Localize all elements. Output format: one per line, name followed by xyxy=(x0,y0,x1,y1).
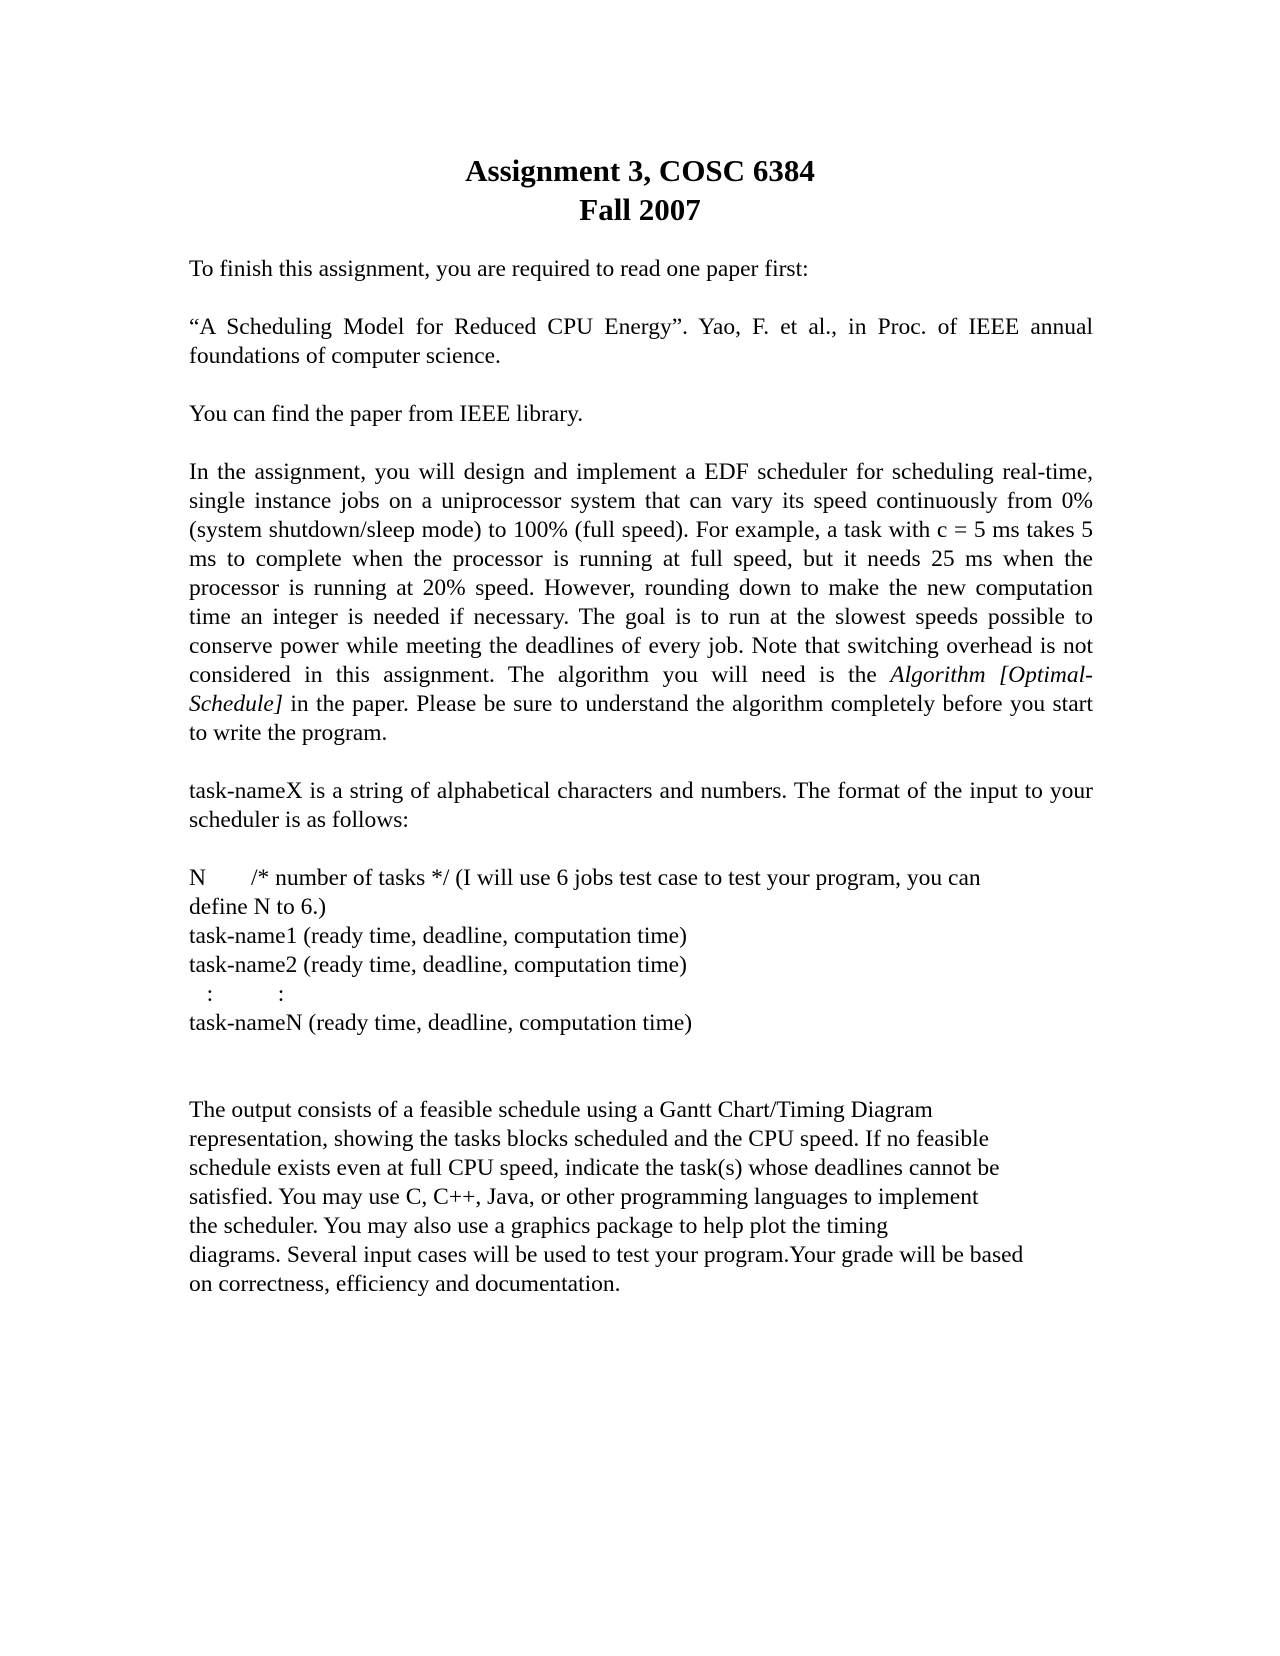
input-format-intro: task-nameX is a string of alphabetical characters and numbers. The format of the input to your scheduler is as follows: xyxy=(189,778,1093,833)
title-line-1: Assignment 3, COSC 6384 xyxy=(465,153,815,188)
output-line: representation, showing the tasks blocks scheduled and the CPU speed. If no feasible xyxy=(189,1126,990,1152)
output-line: on correctness, efficiency and documentation. xyxy=(189,1271,621,1297)
spacer xyxy=(189,1038,1093,1096)
output-paragraph xyxy=(189,1096,1093,1299)
output-line: schedule exists even at full CPU speed, indicate the task(s) whose deadlines cannot be xyxy=(189,1155,1000,1181)
assignment-text-part1: In the assignment, you will design and implement a EDF scheduler for scheduling real-time, single instance jobs on a uniprocessor system that can vary its speed continuously from 0% (system shutdown/sleep mode) to 100% (full speed). For example, a task with c = 5 ms takes 5 ms to complete when the processor is running at full speed, but it needs 25 ms when the processor is running at 20% speed. However, rounding down to make the new computation time an integer is needed if necessary. The goal is to run at the slowest speeds possible to conserve power while meeting the deadlines of every job. Note that switching overhead is not considered in this assignment. The algorithm you will need is the xyxy=(189,459,1093,688)
document-title xyxy=(0,151,1280,229)
output-line: The output consists of a feasible schedule using a Gantt Chart/Timing Diagram xyxy=(189,1097,933,1123)
format-task-line-2: task-name2 (ready time, deadline, computation time) xyxy=(189,952,687,978)
output-line: the scheduler. You may also use a graphics package to help plot the timing xyxy=(189,1213,888,1239)
document-body xyxy=(189,255,1093,1299)
assignment-paragraph xyxy=(189,458,1093,748)
algorithm-name: Algorithm [Optimal-Schedule] xyxy=(189,662,1093,717)
intro-paragraph: To finish this assignment, you are required to read one paper first: xyxy=(189,256,809,282)
output-line: satisfied. You may use C, C++, Java, or other programming languages to implement xyxy=(189,1184,979,1210)
reference-paragraph: “A Scheduling Model for Reduced CPU Energy”. Yao, F. et al., in Proc. of IEEE annual foundations of computer science. xyxy=(189,314,1093,369)
title-line-2: Fall 2007 xyxy=(579,192,701,227)
library-note-paragraph: You can find the paper from IEEE library. xyxy=(189,401,584,427)
format-n-comment-continued: define N to 6.) xyxy=(189,894,327,920)
format-n-row xyxy=(189,864,1093,893)
output-line: diagrams. Several input cases will be used to test your program.Your grade will be based xyxy=(189,1242,1024,1268)
format-ellipsis-line: : : xyxy=(189,981,285,1007)
input-format-block xyxy=(189,864,1093,1038)
assignment-text-part2: in the paper. Please be sure to understand the algorithm completely before you start to write the program. xyxy=(189,691,1093,746)
format-task-line-n: task-nameN (ready time, deadline, computation time) xyxy=(189,1010,693,1036)
format-n-label: N xyxy=(189,865,206,891)
format-task-line-1: task-name1 (ready time, deadline, computation time) xyxy=(189,923,687,949)
format-n-comment: /* number of tasks */ (I will use 6 jobs test case to test your program, you can xyxy=(251,865,981,891)
